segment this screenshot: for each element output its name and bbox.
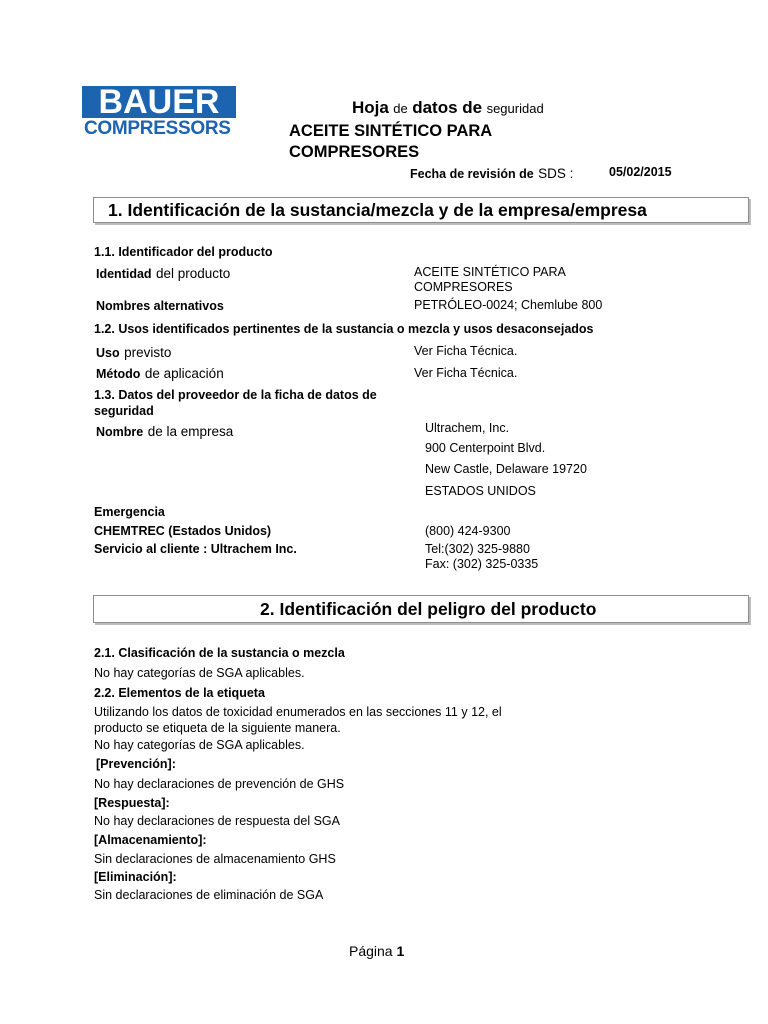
empresa-city: New Castle, Delaware 19720 [425,462,587,476]
prevencion-value: No hay declaraciones de prevención de GHS [94,777,345,791]
section2-header [93,595,749,623]
identidad-value-2: COMPRESORES [414,280,513,294]
almacenamiento-label: [Almacenamiento]: [94,833,207,847]
etiqueta-text-2: producto se etiqueta de la siguiente manera. [94,721,341,735]
eliminacion-value: Sin declaraciones de eliminación de SGA [94,888,324,902]
page-footer [349,943,404,959]
identidad-label: Identidad del producto [96,266,231,281]
title-seguridad: seguridad [486,101,544,116]
uso-value: Ver Ficha Técnica. [414,344,518,358]
revision-date-label: Fecha de revisión de SDS : [410,166,574,181]
logo-word-bauer: BAUER [98,83,220,121]
bauer-logo [82,83,236,121]
respuesta-label: [Respuesta]: [94,796,170,810]
metodo-label: Método de aplicación [96,366,224,381]
uso-label: Uso previsto [96,345,172,360]
subsection-1-1: 1.1. Identificador del producto [94,245,273,259]
page-number: 1 [396,943,405,959]
section1-title: 1. Identificación de la sustancia/mezcla y de la empresa/empresa [108,200,647,220]
subsection-2-2: 2.2. Elementos de la etiqueta [94,686,265,700]
chemtrec-phone: (800) 424-9300 [425,524,511,538]
etiqueta-text-3: No hay categorías de SGA aplicables. [94,738,305,752]
subsection-1-3-line1: 1.3. Datos del proveedor de la ficha de datos de [94,388,377,402]
subsection-2-1: 2.1. Clasificación de la sustancia o mezcla [94,646,345,660]
product-name-line2: COMPRESORES [289,143,420,161]
emergencia-label: Emergencia [94,505,165,519]
title-datos: datos de [412,98,483,117]
revision-date-value: 05/02/2015 [609,165,672,179]
prevencion-label: [Prevención]: [96,757,176,771]
nombres-alternativos-label: Nombres alternativos [96,299,224,313]
empresa-country: ESTADOS UNIDOS [425,484,536,498]
logo-word-compressors: COMPRESSORS [84,118,231,139]
respuesta-value: No hay declaraciones de respuesta del SGA [94,814,340,828]
section1-header [93,197,749,223]
subsection-1-2: 1.2. Usos identificados pertinentes de la sustancia o mezcla y usos desaconsejados [94,322,594,336]
almacenamiento-value: Sin declaraciones de almacenamiento GHS [94,852,336,866]
subsection-2-1-value: No hay categorías de SGA aplicables. [94,666,305,680]
eliminacion-label: [Eliminación]: [94,870,177,884]
identidad-value-1: ACEITE SINTÉTICO PARA [414,265,566,279]
title-de: de [393,101,408,116]
etiqueta-text-1: Utilizando los datos de toxicidad enumerados en las secciones 11 y 12, el [94,705,502,719]
page-label: Página [349,943,393,959]
subsection-1-3-line2: seguridad [94,404,154,418]
section2-title: 2. Identificación del peligro del producto [260,599,597,619]
metodo-value: Ver Ficha Técnica. [414,366,518,380]
chemtrec-label: CHEMTREC (Estados Unidos) [94,524,272,538]
servicio-label: Servicio al cliente : Ultrachem Inc. [94,542,297,556]
empresa-name: Ultrachem, Inc. [425,421,510,435]
nombres-alternativos-value: PETRÓLEO-0024; Chemlube 800 [414,298,603,312]
servicio-tel: Tel:(302) 325-9880 [425,542,530,556]
empresa-label: Nombre de la empresa [96,424,234,439]
title-hoja: Hoja [352,98,389,117]
empresa-address: 900 Centerpoint Blvd. [425,441,546,455]
product-name-line1: ACEITE SINTÉTICO PARA [289,122,493,140]
servicio-fax: Fax: (302) 325-0335 [425,557,539,571]
document-title [352,98,544,118]
